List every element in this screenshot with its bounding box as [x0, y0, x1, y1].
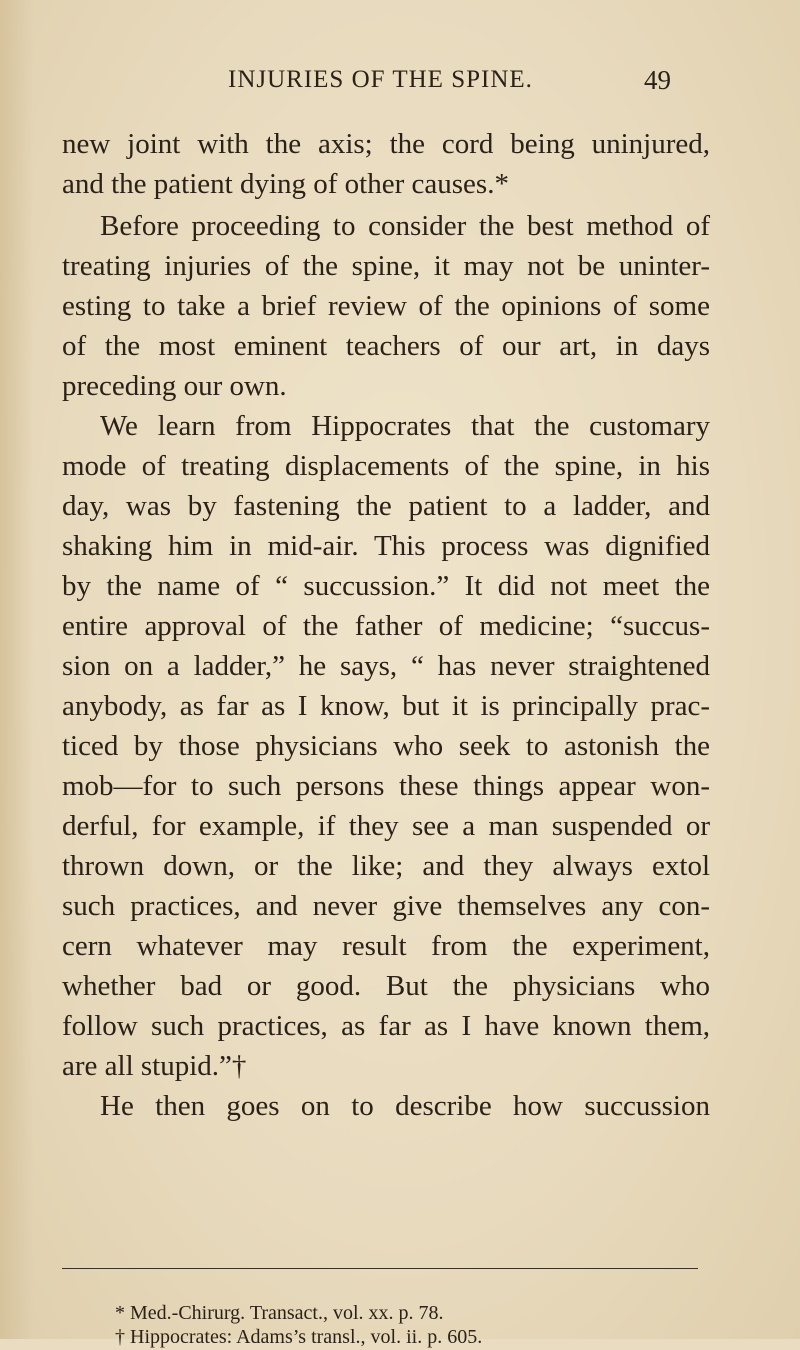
text-line: shaking him in mid-air. This process was dignified — [62, 530, 710, 562]
text-line: of the most eminent teachers of our art, in days — [62, 330, 710, 362]
text-line: ticed by those physicians who seek to astonish the — [62, 730, 710, 762]
footnote: † Hippocrates: Adams’s transl., vol. ii. p. 605. — [115, 1326, 483, 1348]
page-number: 49 — [644, 65, 671, 95]
footnote-rule — [62, 1268, 698, 1269]
footnote: * Med.-Chirurg. Transact., vol. xx. p. 78. — [115, 1302, 444, 1324]
text-line: esting to take a brief review of the opinions of some — [62, 290, 710, 322]
text-line: preceding our own. — [62, 370, 287, 402]
running-title: INJURIES OF THE SPINE. — [228, 66, 533, 93]
text-line: and the patient dying of other causes.* — [62, 168, 509, 200]
text-line: follow such practices, as far as I have known them, — [62, 1010, 710, 1042]
text-line: day, was by fastening the patient to a ladder, and — [62, 490, 710, 522]
text-line: sion on a ladder,” he says, “ has never straightened — [62, 650, 710, 682]
text-line: We learn from Hippocrates that the customary — [100, 410, 710, 442]
text-line: anybody, as far as I know, but it is principally prac- — [62, 690, 710, 722]
running-head — [0, 62, 800, 98]
text-line: He then goes on to describe how succussion — [100, 1090, 710, 1122]
text-line: cern whatever may result from the experiment, — [62, 930, 710, 962]
text-line: treating injuries of the spine, it may not be uninter- — [62, 250, 710, 282]
page-edge-shadow — [0, 0, 34, 1339]
text-line: thrown down, or the like; and they always extol — [62, 850, 710, 882]
text-line: mode of treating displacements of the spine, in his — [62, 450, 710, 482]
text-line: derful, for example, if they see a man suspended or — [62, 810, 710, 842]
text-line: Before proceeding to consider the best method of — [100, 210, 710, 242]
text-line: by the name of “ succussion.” It did not meet the — [62, 570, 710, 602]
text-line: such practices, and never give themselves any con- — [62, 890, 710, 922]
text-line: whether bad or good. But the physicians who — [62, 970, 710, 1002]
text-line: are all stupid.”† — [62, 1050, 247, 1082]
text-line: new joint with the axis; the cord being uninjured, — [62, 128, 710, 160]
text-line: mob—for to such persons these things appear won- — [62, 770, 710, 802]
text-line: entire approval of the father of medicine; “succus- — [62, 610, 710, 642]
